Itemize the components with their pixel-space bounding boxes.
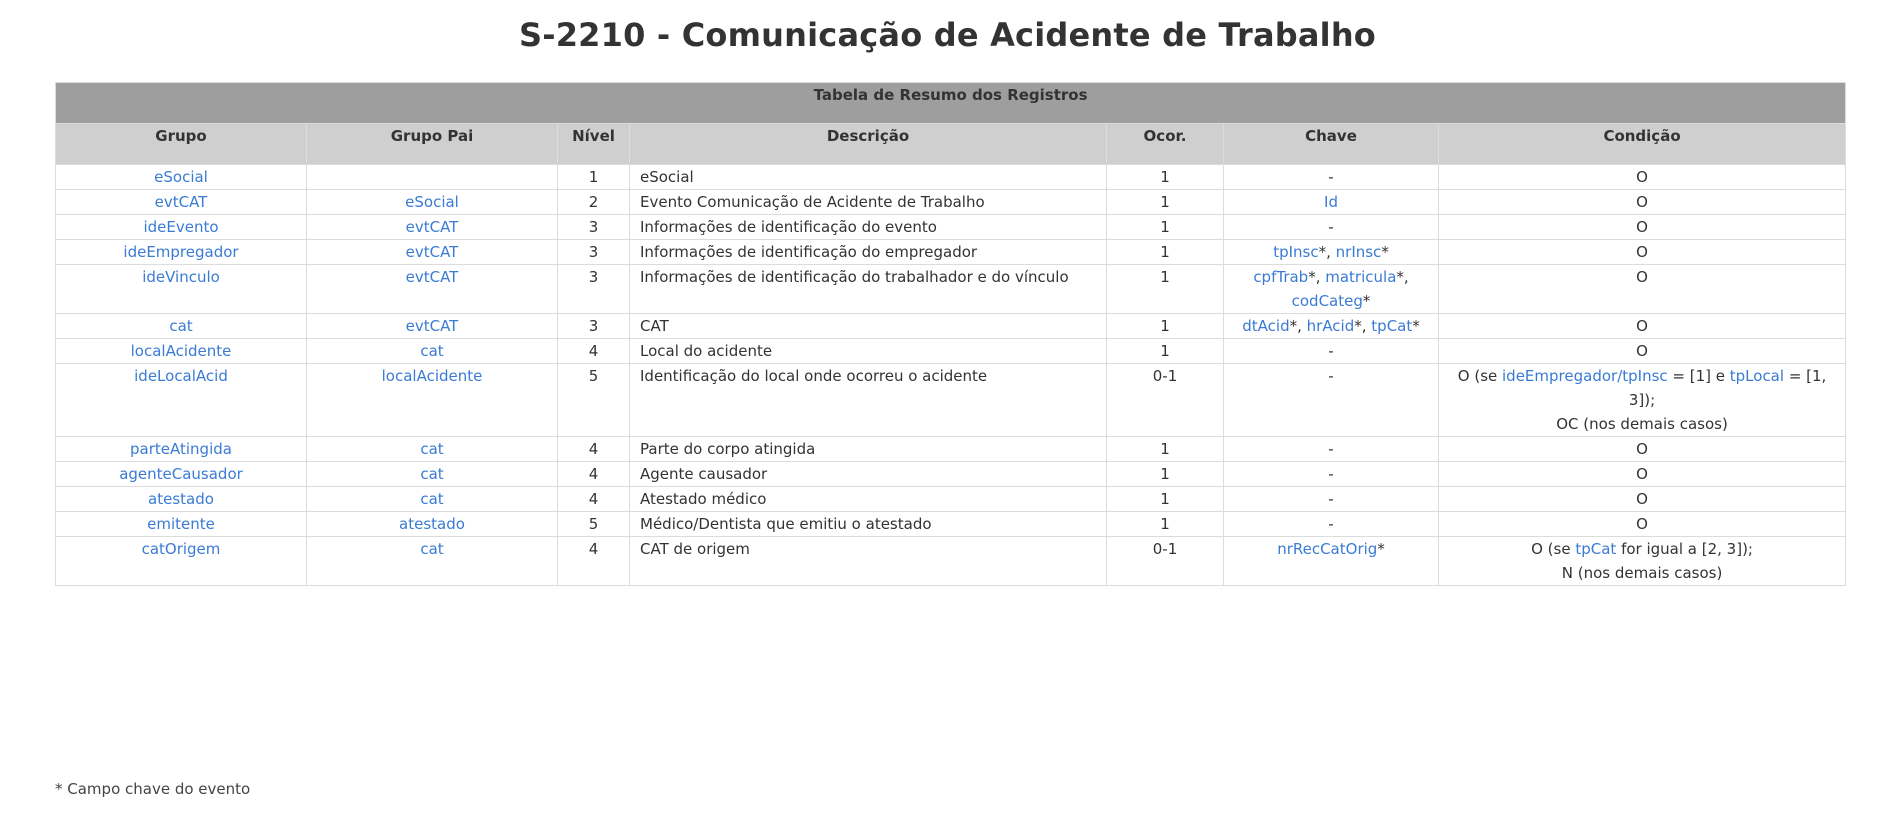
grupo-pai-link[interactable]: evtCAT	[405, 317, 459, 335]
grupo-pai-link[interactable]: atestado	[399, 515, 465, 533]
cell-nivel: 4	[558, 487, 630, 512]
cell-grupo	[56, 165, 307, 190]
cell-grupo	[56, 265, 307, 314]
table-row	[56, 265, 1846, 314]
key-marker: *	[1318, 243, 1327, 261]
cell-condicao: O	[1439, 215, 1846, 240]
table-row	[56, 240, 1846, 265]
header-grupo: Grupo	[56, 124, 307, 165]
cell-grupo-pai	[307, 314, 558, 339]
cell-chave: -	[1224, 364, 1439, 437]
header-descricao: Descrição	[630, 124, 1107, 165]
cell-grupo	[56, 190, 307, 215]
table-row	[56, 437, 1846, 462]
cell-ocor: 1	[1107, 314, 1224, 339]
cell-grupo-pai	[307, 190, 558, 215]
cell-ocor: 1	[1107, 339, 1224, 364]
cell-ocor: 1	[1107, 437, 1224, 462]
cell-chave	[1224, 537, 1439, 586]
grupo-link[interactable]: catOrigem	[141, 540, 221, 558]
cell-nivel: 2	[558, 190, 630, 215]
table-row	[56, 215, 1846, 240]
cell-grupo	[56, 537, 307, 586]
table-row	[56, 487, 1846, 512]
cell-grupo-pai	[307, 364, 558, 437]
cell-nivel: 4	[558, 437, 630, 462]
cell-descricao: Informações de identificação do trabalhador e do vínculo	[630, 265, 1107, 314]
grupo-link[interactable]: ideEmpregador	[123, 243, 239, 261]
key-separator: ,	[1297, 317, 1307, 335]
key-separator: ,	[1403, 268, 1409, 286]
cell-condicao: O	[1439, 240, 1846, 265]
condicao-text: N (nos demais casos)	[1561, 564, 1723, 582]
chave-link[interactable]: Id	[1324, 193, 1338, 211]
condicao-link[interactable]: ideEmpregador/tpInsc	[1502, 367, 1668, 385]
cell-condicao: O	[1439, 265, 1846, 314]
table-row	[56, 462, 1846, 487]
cell-grupo	[56, 215, 307, 240]
cell-condicao: O	[1439, 339, 1846, 364]
condicao-text: = [1, 3]);	[1628, 367, 1827, 409]
cell-nivel: 3	[558, 215, 630, 240]
cell-ocor: 1	[1107, 265, 1224, 314]
cell-grupo-pai	[307, 487, 558, 512]
cell-grupo-pai	[307, 215, 558, 240]
cell-condicao: O	[1439, 512, 1846, 537]
grupo-pai-link[interactable]: cat	[420, 440, 444, 458]
cell-chave	[1224, 190, 1439, 215]
key-marker: *	[1412, 317, 1420, 335]
key-marker: *	[1381, 243, 1389, 261]
key-separator: ,	[1315, 268, 1326, 286]
cell-grupo-pai	[307, 240, 558, 265]
cell-nivel: 3	[558, 240, 630, 265]
cell-nivel: 5	[558, 512, 630, 537]
cell-chave: -	[1224, 215, 1439, 240]
cell-descricao: Médico/Dentista que emitiu o atestado	[630, 512, 1107, 537]
cell-grupo	[56, 487, 307, 512]
key-marker: *	[1396, 268, 1404, 286]
cell-grupo	[56, 339, 307, 364]
key-marker: *	[1362, 292, 1371, 310]
cell-grupo-pai	[307, 437, 558, 462]
cell-chave: -	[1224, 512, 1439, 537]
table-row	[56, 165, 1846, 190]
cell-grupo	[56, 364, 307, 437]
cell-ocor: 1	[1107, 190, 1224, 215]
grupo-pai-link[interactable]: cat	[420, 490, 444, 508]
cell-condicao	[1439, 364, 1846, 437]
key-marker: *	[1377, 540, 1385, 558]
condicao-text: for igual a [2, 3]);	[1616, 540, 1753, 558]
cell-chave	[1224, 240, 1439, 265]
cell-grupo-pai	[307, 339, 558, 364]
chave-link[interactable]: tpInsc	[1273, 243, 1319, 261]
condicao-link[interactable]: tpCat	[1575, 540, 1617, 558]
cell-descricao: eSocial	[630, 165, 1107, 190]
cell-nivel: 3	[558, 314, 630, 339]
grupo-pai-link[interactable]: evtCAT	[405, 243, 459, 261]
grupo-link[interactable]: ideLocalAcid	[134, 367, 228, 385]
grupo-link[interactable]: atestado	[148, 490, 214, 508]
grupo-link[interactable]: ideEvento	[143, 218, 219, 236]
grupo-link[interactable]: eSocial	[154, 168, 208, 186]
grupo-link[interactable]: cat	[169, 317, 193, 335]
key-marker: *	[1308, 268, 1316, 286]
chave-link[interactable]: dtAcid	[1242, 317, 1290, 335]
condicao-text: O (se	[1531, 540, 1576, 558]
cell-descricao: Atestado médico	[630, 487, 1107, 512]
table-caption: Tabela de Resumo dos Registros	[56, 83, 1846, 124]
grupo-pai-link[interactable]: evtCAT	[405, 218, 459, 236]
cell-grupo-pai	[307, 165, 558, 190]
chave-link[interactable]: hrAcid	[1306, 317, 1355, 335]
cell-grupo-pai	[307, 537, 558, 586]
grupo-pai-link[interactable]: cat	[420, 342, 444, 360]
table-row	[56, 314, 1846, 339]
chave-link[interactable]: nrRecCatOrig	[1277, 540, 1378, 558]
cell-ocor: 1	[1107, 165, 1224, 190]
grupo-pai-link[interactable]: localAcidente	[381, 367, 483, 385]
cell-chave	[1224, 314, 1439, 339]
cell-ocor: 0-1	[1107, 364, 1224, 437]
table-row	[56, 537, 1846, 586]
cell-grupo	[56, 314, 307, 339]
condicao-text: OC (nos demais casos)	[1556, 415, 1728, 433]
grupo-pai-link[interactable]: evtCAT	[405, 268, 459, 286]
cell-condicao	[1439, 537, 1846, 586]
chave-link[interactable]: cpfTrab	[1253, 268, 1309, 286]
key-marker: *	[1354, 317, 1362, 335]
table-row	[56, 339, 1846, 364]
key-separator: ,	[1326, 243, 1336, 261]
grupo-link[interactable]: localAcidente	[130, 342, 232, 360]
cell-descricao: Agente causador	[630, 462, 1107, 487]
cell-descricao: CAT	[630, 314, 1107, 339]
cell-nivel: 4	[558, 462, 630, 487]
cell-descricao: Identificação do local onde ocorreu o acidente	[630, 364, 1107, 437]
summary-table	[55, 82, 1846, 586]
condicao-link[interactable]: tpLocal	[1729, 367, 1785, 385]
cell-grupo	[56, 437, 307, 462]
grupo-pai-link[interactable]: eSocial	[405, 193, 459, 211]
header-chave: Chave	[1224, 124, 1439, 165]
grupo-link[interactable]: agenteCausador	[119, 465, 243, 483]
cell-condicao: O	[1439, 462, 1846, 487]
cell-grupo	[56, 240, 307, 265]
cell-chave	[1224, 265, 1439, 314]
cell-ocor: 1	[1107, 487, 1224, 512]
cell-grupo-pai	[307, 265, 558, 314]
page-title: S-2210 - Comunicação de Acidente de Trabalho	[518, 16, 1376, 54]
cell-nivel: 3	[558, 265, 630, 314]
cell-descricao: Informações de identificação do evento	[630, 215, 1107, 240]
table-row	[56, 364, 1846, 437]
chave-link[interactable]: matricula	[1325, 268, 1397, 286]
cell-descricao: Evento Comunicação de Acidente de Trabalho	[630, 190, 1107, 215]
cell-ocor: 1	[1107, 462, 1224, 487]
header-grupo-pai: Grupo Pai	[307, 124, 558, 165]
cell-descricao: CAT de origem	[630, 537, 1107, 586]
table-header-row	[56, 124, 1846, 165]
cell-chave: -	[1224, 165, 1439, 190]
cell-ocor: 1	[1107, 240, 1224, 265]
cell-condicao: O	[1439, 165, 1846, 190]
chave-link[interactable]: codCateg	[1291, 292, 1363, 310]
cell-descricao: Local do acidente	[630, 339, 1107, 364]
cell-grupo	[56, 462, 307, 487]
table-caption-row	[56, 83, 1846, 124]
cell-chave: -	[1224, 437, 1439, 462]
table-row	[56, 190, 1846, 215]
footnote: * Campo chave do evento	[55, 780, 251, 798]
chave-link[interactable]: nrInsc	[1335, 243, 1382, 261]
grupo-pai-link[interactable]: cat	[420, 465, 444, 483]
cell-ocor: 1	[1107, 512, 1224, 537]
cell-nivel: 4	[558, 537, 630, 586]
cell-condicao: O	[1439, 314, 1846, 339]
header-ocor: Ocor.	[1107, 124, 1224, 165]
table-row	[56, 512, 1846, 537]
key-separator: ,	[1361, 317, 1372, 335]
cell-chave: -	[1224, 487, 1439, 512]
cell-chave: -	[1224, 462, 1439, 487]
grupo-link[interactable]: evtCAT	[154, 193, 208, 211]
cell-grupo	[56, 512, 307, 537]
condicao-text: = [1] e	[1667, 367, 1730, 385]
cell-ocor: 1	[1107, 215, 1224, 240]
key-marker: *	[1289, 317, 1298, 335]
header-condicao: Condição	[1439, 124, 1846, 165]
condicao-text: O (se	[1457, 367, 1503, 385]
cell-grupo-pai	[307, 512, 558, 537]
cell-descricao: Parte do corpo atingida	[630, 437, 1107, 462]
cell-condicao: O	[1439, 437, 1846, 462]
cell-condicao: O	[1439, 487, 1846, 512]
cell-chave: -	[1224, 339, 1439, 364]
cell-condicao: O	[1439, 190, 1846, 215]
grupo-pai-link[interactable]: cat	[420, 540, 444, 558]
grupo-link[interactable]: parteAtingida	[130, 440, 232, 458]
header-nivel: Nível	[558, 124, 630, 165]
cell-nivel: 5	[558, 364, 630, 437]
chave-link[interactable]: tpCat	[1371, 317, 1413, 335]
cell-descricao: Informações de identificação do empregador	[630, 240, 1107, 265]
grupo-link[interactable]: ideVinculo	[142, 268, 220, 286]
cell-ocor: 0-1	[1107, 537, 1224, 586]
cell-grupo-pai	[307, 462, 558, 487]
grupo-link[interactable]: emitente	[147, 515, 215, 533]
cell-nivel: 1	[558, 165, 630, 190]
cell-nivel: 4	[558, 339, 630, 364]
